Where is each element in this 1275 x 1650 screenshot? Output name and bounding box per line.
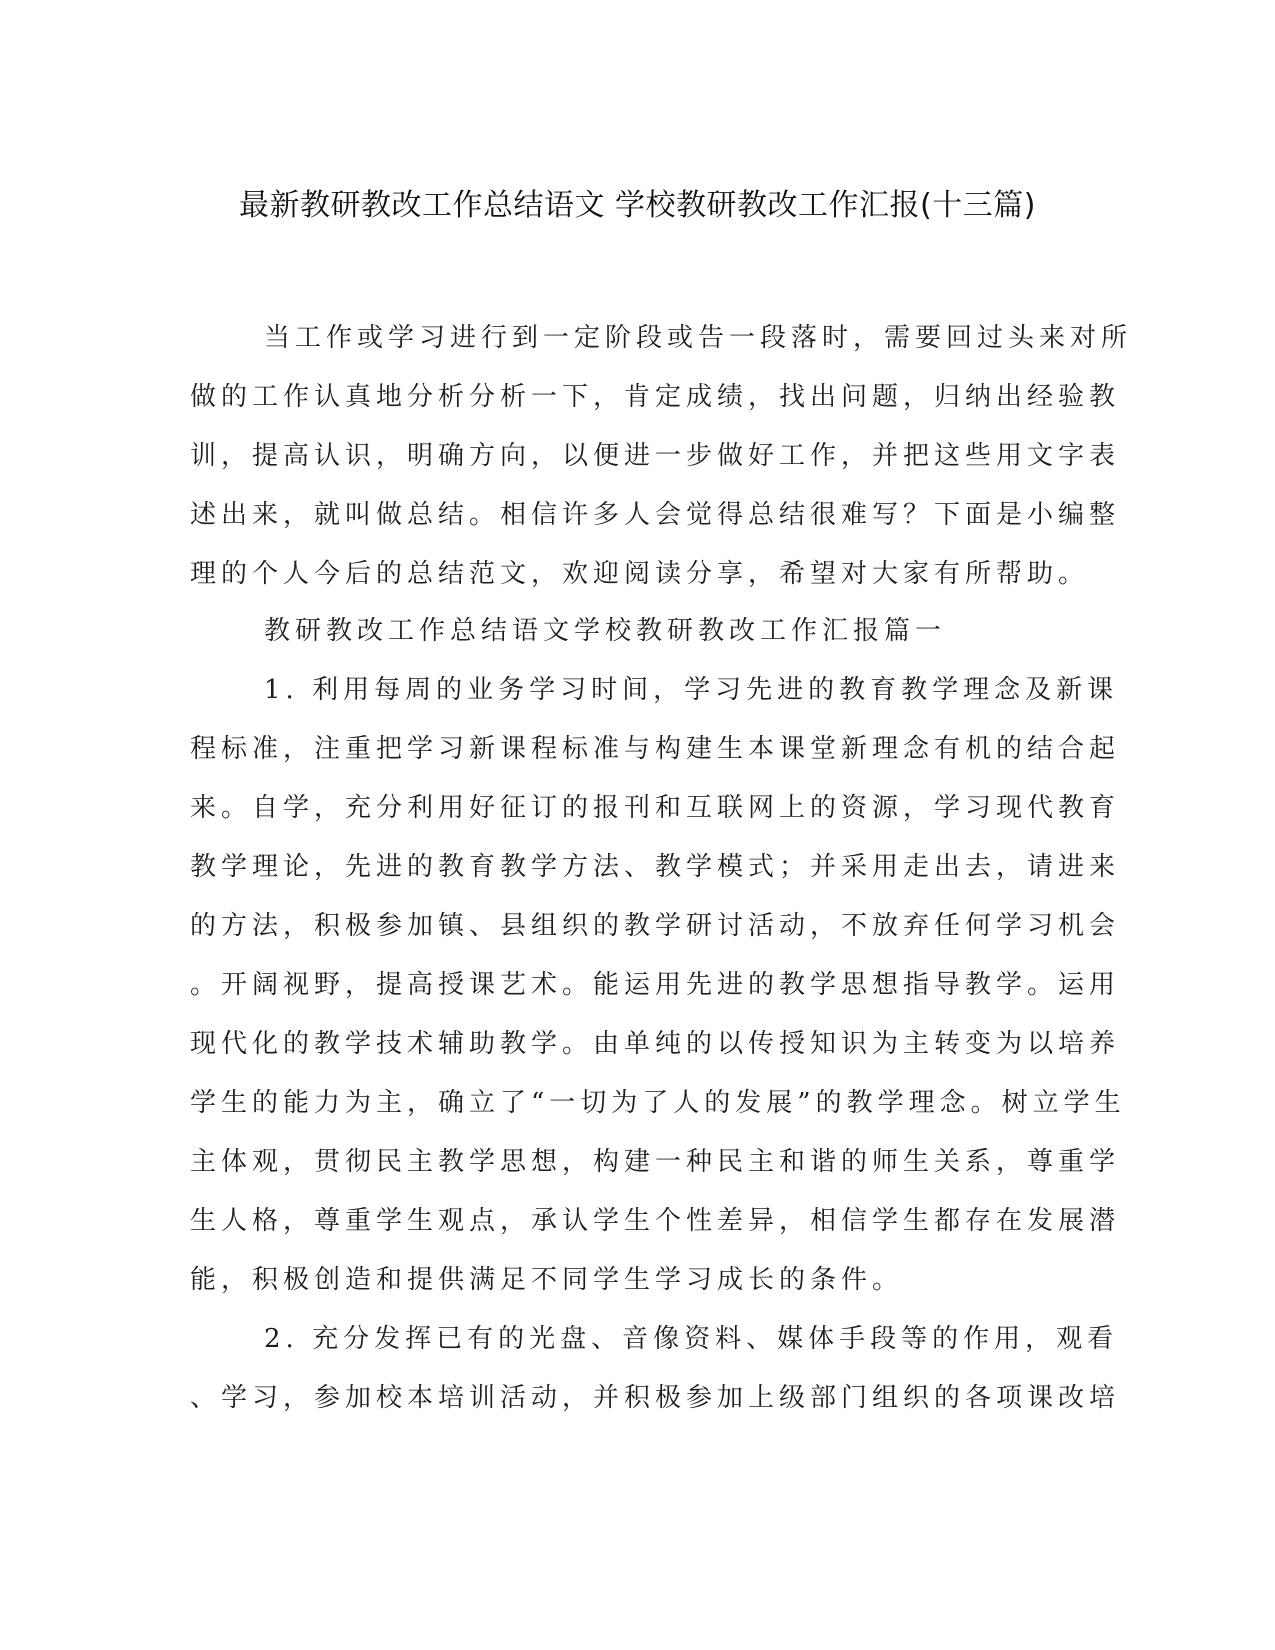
text-line: 的方法，积极参加镇、县组织的教学研讨活动，不放弃任何学习机会: [190, 911, 1121, 941]
text-line: 来。自学，充分利用好征订的报刊和互联网上的资源，学习现代教育: [190, 793, 1121, 823]
section-heading: 教研教改工作总结语文学校教研教改工作汇报篇一: [264, 616, 947, 646]
text-line: 学生的能力为主，确立了“一切为了人的发展”的教学理念。树立学生: [190, 1088, 1126, 1118]
text-line: 训，提高认识，明确方向，以便进一步做好工作，并把这些用文字表: [190, 441, 1121, 471]
text-line: 、学习，参加校本培训活动，并积极参加上级部门组织的各项课改培: [190, 1383, 1121, 1413]
text-line: 生人格，尊重学生观点，承认学生个性差异，相信学生都存在发展潜: [190, 1206, 1121, 1236]
text-line: 。开阔视野，提高授课艺术。能运用先进的教学思想指导教学。运用: [190, 970, 1121, 1000]
text-line: 做的工作认真地分析分析一下，肯定成绩，找出问题，归纳出经验教: [190, 382, 1121, 412]
text-line: 现代化的教学技术辅助教学。由单纯的以传授知识为主转变为以培养: [190, 1029, 1121, 1059]
text-line: 1. 利用每周的业务学习时间，学习先进的教育教学理念及新课: [264, 675, 1119, 705]
document-title: 最新教研教改工作总结语文 学校教研教改工作汇报(十三篇): [239, 188, 1036, 223]
text-line: 2. 充分发挥已有的光盘、音像资料、媒体手段等的作用，观看: [264, 1324, 1119, 1354]
text-line: 教学理论，先进的教育教学方法、教学模式；并采用走出去，请进来: [190, 852, 1121, 882]
text-line: 当工作或学习进行到一定阶段或告一段落时，需要回过头来对所: [264, 323, 1133, 353]
text-line: 程标准，注重把学习新课程标准与构建生本课堂新理念有机的结合起: [190, 734, 1121, 764]
text-line: 能，积极创造和提供满足不同学生学习成长的条件。: [190, 1265, 904, 1295]
text-line: 理的个人今后的总结范文，欢迎阅读分享，希望对大家有所帮助。: [190, 559, 1090, 589]
text-line: 主体观，贯彻民主教学思想，构建一种民主和谐的师生关系，尊重学: [190, 1147, 1121, 1177]
text-line: 述出来，就叫做总结。相信许多人会觉得总结很难写？下面是小编整: [190, 500, 1121, 530]
